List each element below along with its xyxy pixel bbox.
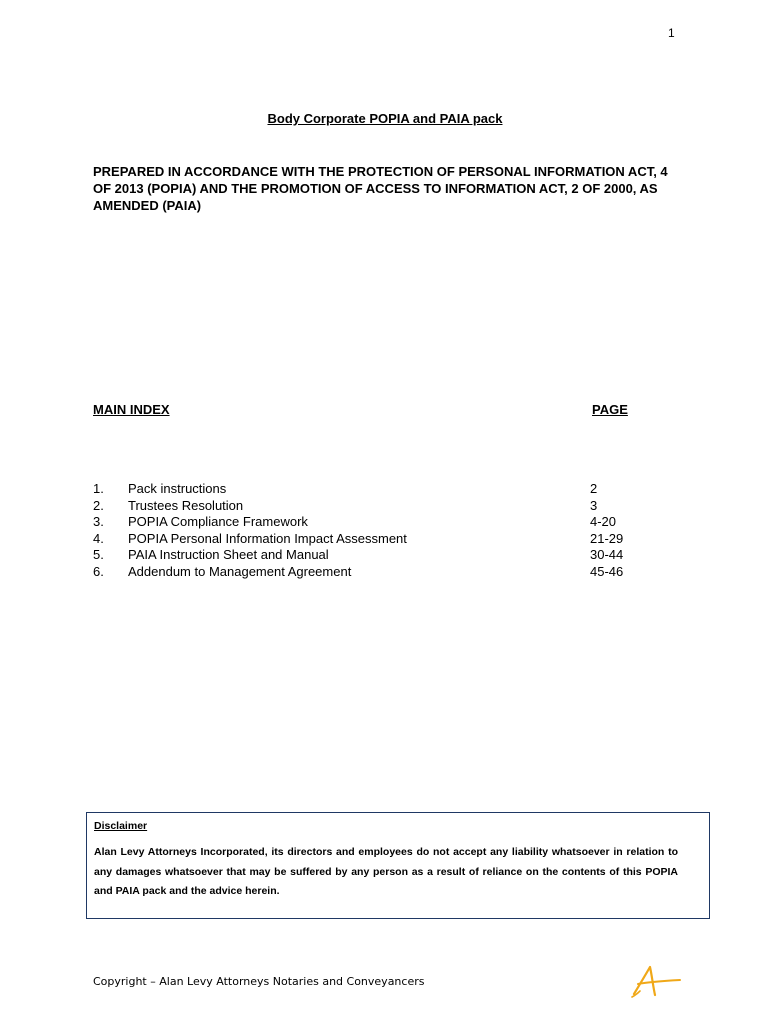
index-item-label: POPIA Compliance Framework xyxy=(128,514,308,530)
index-item-number: 3. xyxy=(93,514,104,530)
index-item-label: Pack instructions xyxy=(128,481,227,496)
main-index-heading: MAIN INDEX xyxy=(93,402,170,417)
page-number: 1 xyxy=(668,26,675,40)
disclaimer-box xyxy=(86,812,710,919)
document-title: Body Corporate POPIA and PAIA pack xyxy=(267,111,503,126)
index-item xyxy=(93,481,653,498)
index-item-number: 4. xyxy=(93,530,104,546)
index-item-page: 2 xyxy=(590,481,598,496)
index-item-label: Trustees Resolution xyxy=(128,497,244,513)
index-item-number: 6. xyxy=(93,563,104,579)
signature-logo-icon xyxy=(628,964,684,1000)
index-list xyxy=(93,481,653,581)
index-item-number: 1. xyxy=(93,481,104,496)
index-item-number: 5. xyxy=(93,547,104,563)
index-item xyxy=(93,531,653,548)
index-item xyxy=(93,498,653,515)
index-item-label: Addendum to Management Agreement xyxy=(128,563,352,579)
index-item-label: PAIA Instruction Sheet and Manual xyxy=(128,547,329,563)
disclaimer-text: Alan Levy Attorneys Incorporated, its directors and employees do not accept any liability whatsoever in relation to any damages whatsoever that may be suffered by any person as a result of reliance on the contents of this POPIA and PAIA pack and the advice herein. xyxy=(94,846,678,897)
index-item-label: POPIA Personal Information Impact Assessment xyxy=(128,530,407,546)
index-item-number: 2. xyxy=(93,497,104,513)
index-item xyxy=(93,564,653,581)
page-column-heading: PAGE xyxy=(592,402,628,417)
index-item-page: 21-29 xyxy=(590,530,624,546)
index-item xyxy=(93,547,653,564)
document-subtitle: PREPARED IN ACCORDANCE WITH THE PROTECTION OF PERSONAL INFORMATION ACT, 4 OF 2013 (POPIA) AND THE PROMOTION OF ACCESS TO INFORMATION ACT, 2 OF 2000, AS AMENDED (PAIA) xyxy=(93,164,668,213)
disclaimer-title: Disclaimer xyxy=(94,820,148,832)
index-item-page: 30-44 xyxy=(590,547,624,563)
index-item-page: 45-46 xyxy=(590,563,624,579)
index-item-page: 4-20 xyxy=(590,514,617,530)
index-item-page: 3 xyxy=(590,497,598,513)
index-item xyxy=(93,514,653,531)
footer-copyright: Copyright – Alan Levy Attorneys Notaries and Conveyancers xyxy=(93,975,425,988)
